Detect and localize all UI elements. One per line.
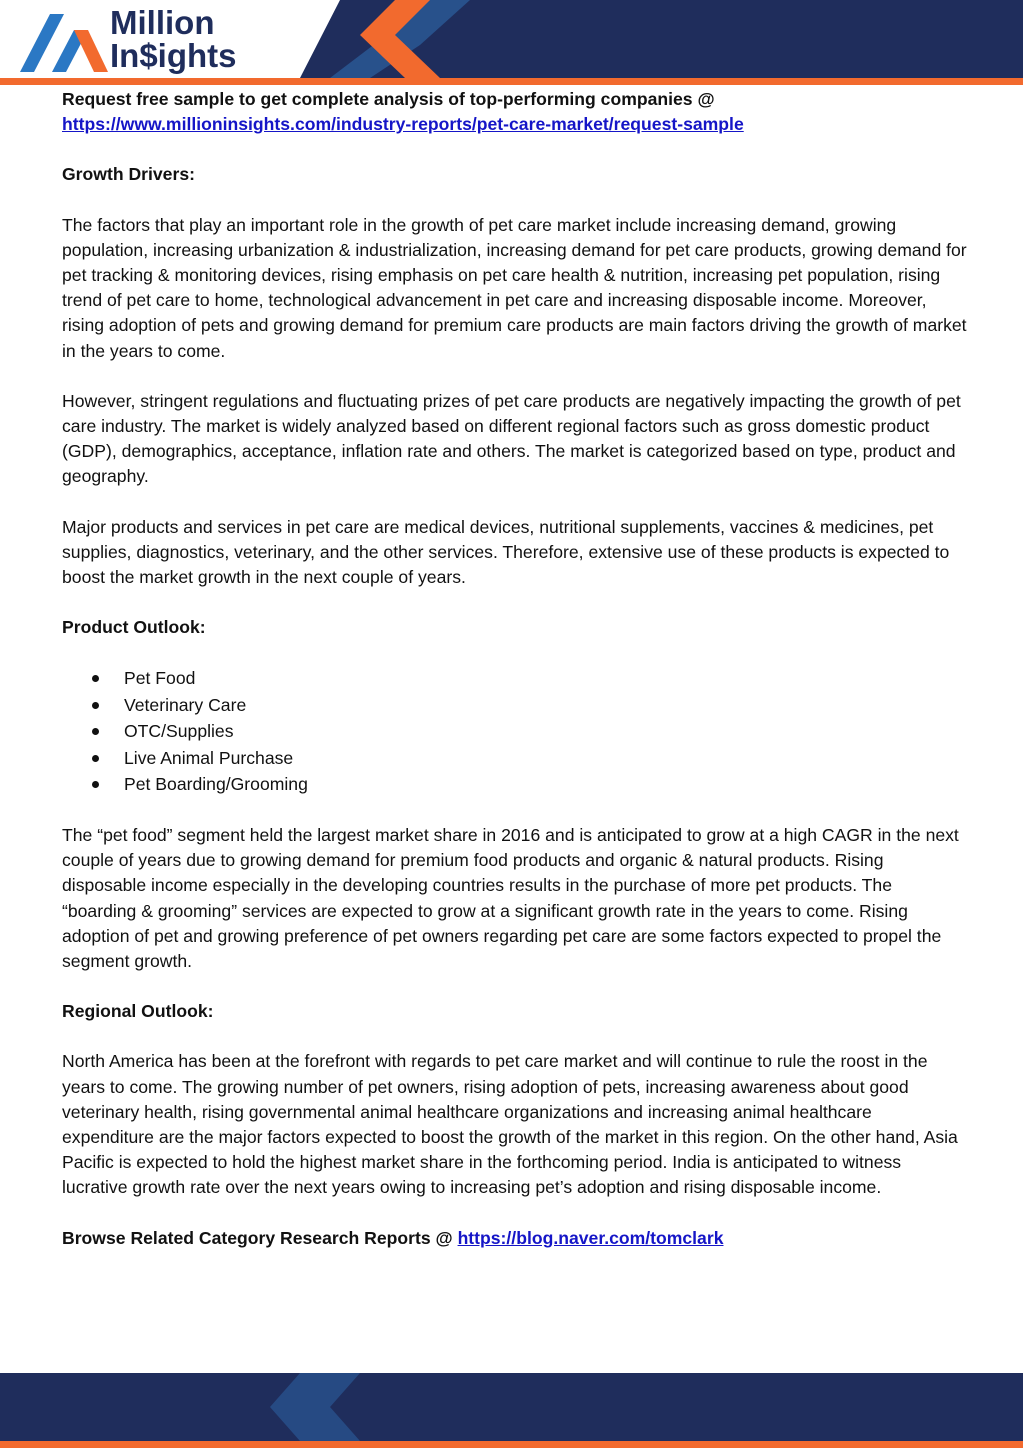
brand-line-2: In$ights [110, 37, 237, 74]
logo-icon [12, 2, 112, 82]
growth-paragraph-2: However, stringent regulations and fluctuating prizes of pet care products are negatively impacting the growth of pet care industry. The market is widely analyzed based on different regional factors such as gross domestic product (GDP), demographics, acceptance, inflation rate and others. The market is categorized based on type, product and geography. [62, 390, 961, 487]
sample-label: Request free sample to get complete analysis of top-performing companies @ [62, 89, 715, 109]
list-item: Pet Boarding/Grooming [124, 771, 967, 798]
related-label: Browse Related Category Research Reports @ [62, 1227, 453, 1248]
product-heading: Product Outlook: [62, 617, 206, 638]
list-item: Veterinary Care [124, 692, 967, 719]
sample-request [62, 87, 967, 137]
growth-paragraph-3: Major products and services in pet care are medical devices, nutritional supplements, vaccines & medicines, pet supplies, diagnostics, veterinary, and the other services. Therefore, extensive use of these products is expected to boost the market growth in the next couple of years. [62, 516, 950, 588]
growth-heading: Growth Drivers: [62, 164, 195, 185]
product-paragraph: The “pet food” segment held the largest market share in 2016 and is anticipated to grow at a high CAGR in the next couple of years due to growing demand for premium food products and organic & natural products. Rising disposable income especially in the developing countries results in the purchase of more pet products. The “boarding & grooming” services are expected to grow at a significant growth rate in the years to come. Rising adoption of pet and growing preference of pet owners regarding pet care are some factors expected to propel the segment growth. [62, 824, 959, 971]
growth-paragraph-1: The factors that play an important role in the growth of pet care market include increasing demand, growing population, increasing urbanization & industrialization, increasing demand for pet care products, growing demand for pet tracking & monitoring devices, rising emphasis on pet care health & nutrition, increasing pet population, rising trend of pet care to home, technological advancement in pet care and increasing disposable income. Moreover, rising adoption of pets and growing demand for premium care products are main factors driving the growth of market in the years to come. [62, 214, 967, 361]
header-banner [0, 0, 1023, 85]
footer-banner [0, 1373, 1023, 1448]
brand-logo [110, 6, 237, 72]
list-item: Pet Food [124, 665, 967, 692]
list-item: OTC/Supplies [124, 718, 967, 745]
document-body [62, 87, 967, 1276]
footer-graphic [0, 1373, 1023, 1448]
product-list [62, 665, 967, 798]
related-reports [62, 1226, 967, 1251]
list-item: Live Animal Purchase [124, 745, 967, 772]
sample-link[interactable]: https://www.millioninsights.com/industry-reports/pet-care-market/request-sample [62, 114, 744, 135]
regional-paragraph: North America has been at the forefront with regards to pet care market and will continue to rule the roost in the years to come. The growing number of pet owners, rising adoption of pets, increasing awareness about good veterinary health, rising governmental animal healthcare organizations and increasing animal healthcare expenditure are the major factors expected to boost the growth of the market in this region. On the other hand, Asia Pacific is expected to hold the highest market share in the forthcoming period. India is anticipated to witness lucrative growth rate over the next years owing to increasing pet’s adoption and rising disposable income. [62, 1051, 958, 1198]
brand-line-1: Million [110, 4, 215, 41]
related-link[interactable]: https://blog.naver.com/tomclark [457, 1227, 724, 1248]
regional-heading: Regional Outlook: [62, 1001, 214, 1022]
